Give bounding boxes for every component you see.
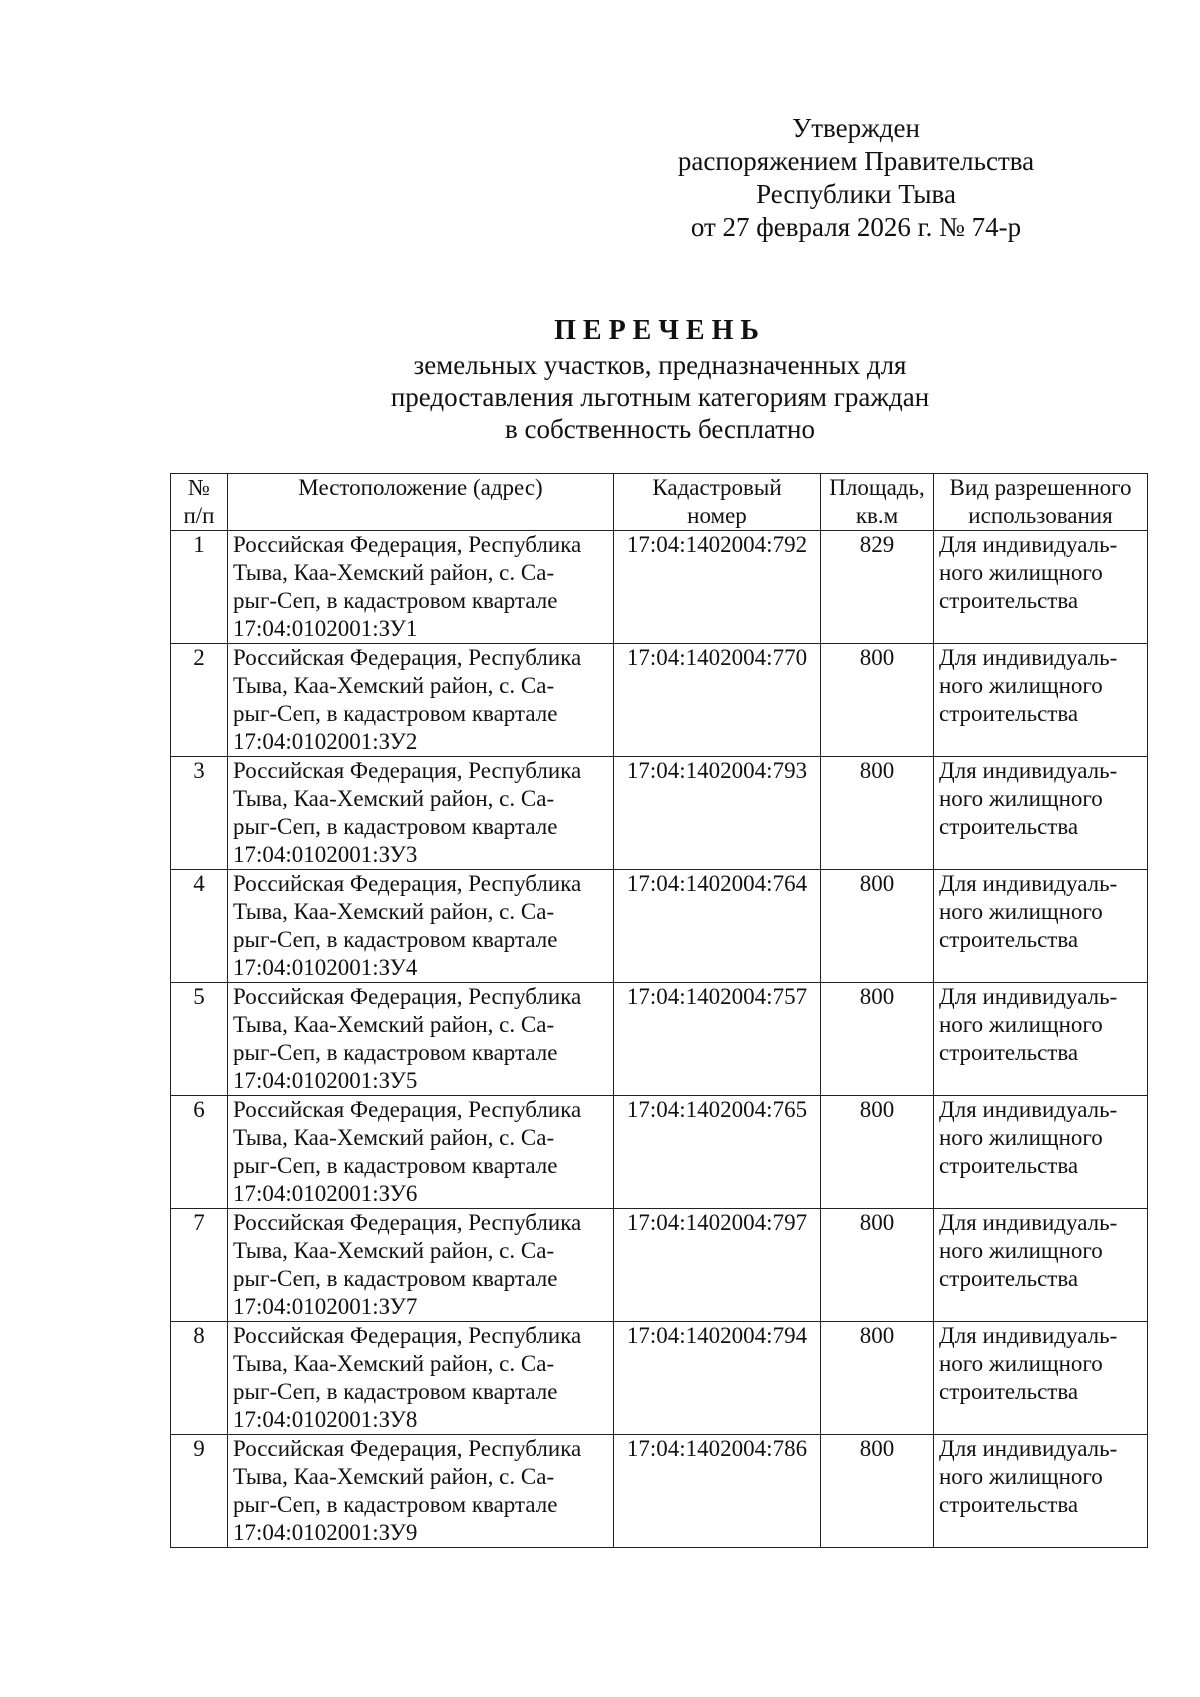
header-number: № п/п xyxy=(171,474,228,531)
row-area: 800 xyxy=(821,1096,934,1209)
document-subtitle-line: предоставления льготным категориям граждан xyxy=(390,382,930,412)
row-cadastral-number: 17:04:1402004:764 xyxy=(614,870,821,983)
table-row xyxy=(171,1209,1148,1322)
table-row xyxy=(171,983,1148,1096)
row-permitted-use: Для индивидуаль- ного жилищного строительства xyxy=(934,531,1148,644)
row-cadastral-number: 17:04:1402004:792 xyxy=(614,531,821,644)
document-subtitle-line: земельных участков, предназначенных для xyxy=(413,350,907,380)
approval-line: Республики Тыва xyxy=(756,179,956,209)
table-row xyxy=(171,1096,1148,1209)
row-number: 2 xyxy=(171,644,228,757)
table-row xyxy=(171,1322,1148,1435)
row-cadastral-number: 17:04:1402004:793 xyxy=(614,757,821,870)
row-permitted-use: Для индивидуаль- ного жилищного строительства xyxy=(934,1209,1148,1322)
row-permitted-use: Для индивидуаль- ного жилищного строительства xyxy=(934,644,1148,757)
row-area: 800 xyxy=(821,983,934,1096)
row-permitted-use: Для индивидуаль- ного жилищного строительства xyxy=(934,1322,1148,1435)
row-cadastral-number: 17:04:1402004:770 xyxy=(614,644,821,757)
row-address: Российская Федерация, Республика Тыва, Каа-Хемский район, с. Са- рыг-Сеп, в кадастровом квартале 17:04:0102001:ЗУ4 xyxy=(228,870,614,983)
approval-date-line: от 27 февраля 2026 г. № 74-р xyxy=(690,212,1022,242)
row-area: 800 xyxy=(821,870,934,983)
row-number: 3 xyxy=(171,757,228,870)
row-cadastral-number: 17:04:1402004:786 xyxy=(614,1435,821,1548)
row-address: Российская Федерация, Республика Тыва, Каа-Хемский район, с. Са- рыг-Сеп, в кадастровом квартале 17:04:0102001:ЗУ8 xyxy=(228,1322,614,1435)
table-row xyxy=(171,1435,1148,1548)
table-row xyxy=(171,644,1148,757)
header-area: Площадь, кв.м xyxy=(821,474,934,531)
row-permitted-use: Для индивидуаль- ного жилищного строительства xyxy=(934,757,1148,870)
row-number: 5 xyxy=(171,983,228,1096)
approval-line: Утвержден xyxy=(792,113,920,143)
header-address: Местоположение (адрес) xyxy=(228,474,614,531)
title-block xyxy=(170,313,1150,445)
land-plots-table xyxy=(170,473,1148,1548)
row-address: Российская Федерация, Республика Тыва, Каа-Хемский район, с. Са- рыг-Сеп, в кадастровом квартале 17:04:0102001:ЗУ7 xyxy=(228,1209,614,1322)
header-permitted-use: Вид разрешенного использования xyxy=(934,474,1148,531)
document-subtitle-line: в собственность бесплатно xyxy=(505,414,815,444)
row-number: 6 xyxy=(171,1096,228,1209)
table-header-row xyxy=(171,474,1148,531)
row-number: 4 xyxy=(171,870,228,983)
row-cadastral-number: 17:04:1402004:794 xyxy=(614,1322,821,1435)
row-address: Российская Федерация, Республика Тыва, Каа-Хемский район, с. Са- рыг-Сеп, в кадастровом квартале 17:04:0102001:ЗУ9 xyxy=(228,1435,614,1548)
row-area: 800 xyxy=(821,1435,934,1548)
row-permitted-use: Для индивидуаль- ного жилищного строительства xyxy=(934,1435,1148,1548)
row-permitted-use: Для индивидуаль- ного жилищного строительства xyxy=(934,870,1148,983)
row-number: 1 xyxy=(171,531,228,644)
row-address: Российская Федерация, Республика Тыва, Каа-Хемский район, с. Са- рыг-Сеп, в кадастровом квартале 17:04:0102001:ЗУ6 xyxy=(228,1096,614,1209)
row-number: 7 xyxy=(171,1209,228,1322)
row-area: 800 xyxy=(821,757,934,870)
row-area: 800 xyxy=(821,1322,934,1435)
row-address: Российская Федерация, Республика Тыва, Каа-Хемский район, с. Са- рыг-Сеп, в кадастровом квартале 17:04:0102001:ЗУ5 xyxy=(228,983,614,1096)
table-body xyxy=(171,531,1148,1548)
approval-line: распоряжением Правительства xyxy=(677,146,1035,176)
row-area: 829 xyxy=(821,531,934,644)
document-title: ПЕРЕЧЕНЬ xyxy=(554,315,766,346)
row-cadastral-number: 17:04:1402004:765 xyxy=(614,1096,821,1209)
row-cadastral-number: 17:04:1402004:797 xyxy=(614,1209,821,1322)
row-area: 800 xyxy=(821,1209,934,1322)
header-cadastral-number: Кадастровый номер xyxy=(614,474,821,531)
table-row xyxy=(171,757,1148,870)
row-cadastral-number: 17:04:1402004:757 xyxy=(614,983,821,1096)
table-row xyxy=(171,531,1148,644)
row-permitted-use: Для индивидуаль- ного жилищного строительства xyxy=(934,1096,1148,1209)
row-permitted-use: Для индивидуаль- ного жилищного строительства xyxy=(934,983,1148,1096)
row-number: 8 xyxy=(171,1322,228,1435)
table-row xyxy=(171,870,1148,983)
row-address: Российская Федерация, Республика Тыва, Каа-Хемский район, с. Са- рыг-Сеп, в кадастровом квартале 17:04:0102001:ЗУ3 xyxy=(228,757,614,870)
row-address: Российская Федерация, Республика Тыва, Каа-Хемский район, с. Са- рыг-Сеп, в кадастровом квартале 17:04:0102001:ЗУ1 xyxy=(228,531,614,644)
row-address: Российская Федерация, Республика Тыва, Каа-Хемский район, с. Са- рыг-Сеп, в кадастровом квартале 17:04:0102001:ЗУ2 xyxy=(228,644,614,757)
row-area: 800 xyxy=(821,644,934,757)
row-number: 9 xyxy=(171,1435,228,1548)
approval-block xyxy=(666,112,1046,244)
